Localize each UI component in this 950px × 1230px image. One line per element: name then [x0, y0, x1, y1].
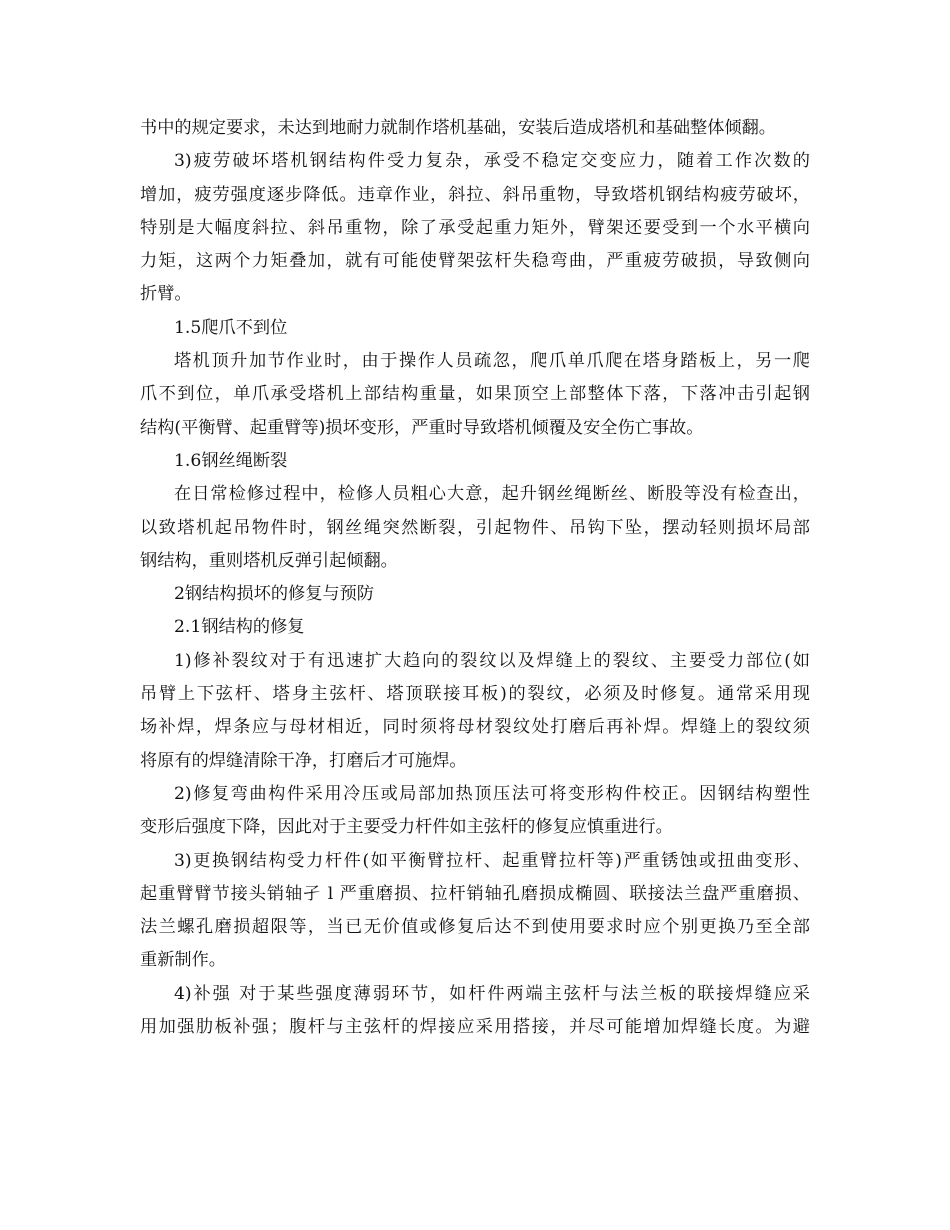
paragraph-line: 塔机顶升加节作业时，由于操作人员疏忽，爬爪单爪爬在塔身踏板上，另一爬	[174, 351, 810, 372]
paragraph-line: 吊臂上下弦杆、塔身主弦杆、塔顶联接耳板)的裂纹，必须及时修复。通常采用现	[140, 684, 810, 705]
section-heading: 2.1钢结构的修复	[174, 617, 305, 638]
paragraph-line: 用加强肋板补强；腹杆与主弦杆的焊接应采用搭接，并尽可能增加焊缝长度。为避	[140, 1017, 810, 1038]
paragraph-line: 起重臂臂节接头销轴孑 l 严重磨损、拉杆销轴孔磨损成椭圆、联接法兰盘严重磨损、	[140, 883, 810, 904]
document-page	[140, 112, 810, 1044]
paragraph-line: 4)补强 对于某些强度薄弱环节，如杆件两端主弦杆与法兰板的联接焊缝应采	[174, 983, 810, 1004]
paragraph-line: 特别是大幅度斜拉、斜吊重物，除了承受起重力矩外，臂架还要受到一个水平横向	[140, 217, 810, 238]
paragraph-line: 以致塔机起吊物件时，钢丝绳突然断裂，引起物件、吊钩下坠，摆动轻则损坏局部	[140, 517, 810, 538]
paragraph-line: 力矩，这两个力矩叠加，就有可能使臂架弦杆失稳弯曲，严重疲劳破损，导致侧向	[140, 251, 810, 272]
paragraph-line: 钢结构，重则塔机反弹引起倾翻。	[140, 550, 398, 571]
section-heading: 1.5爬爪不到位	[174, 317, 288, 338]
paragraph-line: 爪不到位，单爪承受塔机上部结构重量，如果顶空上部整体下落，下落冲击引起钢	[140, 384, 810, 405]
section-heading: 1.6钢丝绳断裂	[174, 450, 288, 471]
paragraph-line: 结构(平衡臂、起重臂等)损坏变形，严重时导致塔机倾覆及安全伤亡事故。	[140, 417, 704, 438]
paragraph-line: 2)修复弯曲构件采用冷压或局部加热顶压法可将变形构件校正。因钢结构塑性	[174, 783, 810, 804]
section-heading: 2钢结构损坏的修复与预防	[174, 584, 374, 605]
paragraph-line: 在日常检修过程中，检修人员粗心大意，起升钢丝绳断丝、断股等没有检查出，	[174, 484, 810, 505]
paragraph-line: 1)修补裂纹对于有迅速扩大趋向的裂纹以及焊缝上的裂纹、主要受力部位(如	[174, 650, 810, 671]
paragraph-line: 场补焊，焊条应与母材相近，同时须将母材裂纹处打磨后再补焊。焊缝上的裂纹须	[140, 717, 810, 738]
paragraph-line: 变形后强度下降，因此对于主要受力杆件如主弦杆的修复应慎重进行。	[140, 817, 673, 838]
paragraph-line: 重新制作。	[140, 950, 226, 971]
paragraph-line: 增加，疲劳强度逐步降低。违章作业，斜拉、斜吊重物，导致塔机钢结构疲劳破坏，	[140, 184, 810, 205]
paragraph-line: 3)更换钢结构受力杆件(如平衡臂拉杆、起重臂拉杆等)严重锈蚀或扭曲变形、	[174, 850, 810, 871]
paragraph-line: 书中的规定要求，未达到地耐力就制作塔机基础，安装后造成塔机和基础整体倾翻。	[140, 118, 776, 138]
paragraph-line: 将原有的焊缝清除干净，打磨后才可施焊。	[140, 750, 467, 771]
paragraph-line: 法兰螺孔磨损超限等，当已无价值或修复后达不到使用要求时应个别更换乃至全部	[140, 917, 810, 938]
paragraph-line: 折臂。	[140, 284, 192, 305]
paragraph-line: 3)疲劳破坏塔机钢结构件受力复杂，承受不稳定交变应力，随着工作次数的	[174, 151, 810, 172]
